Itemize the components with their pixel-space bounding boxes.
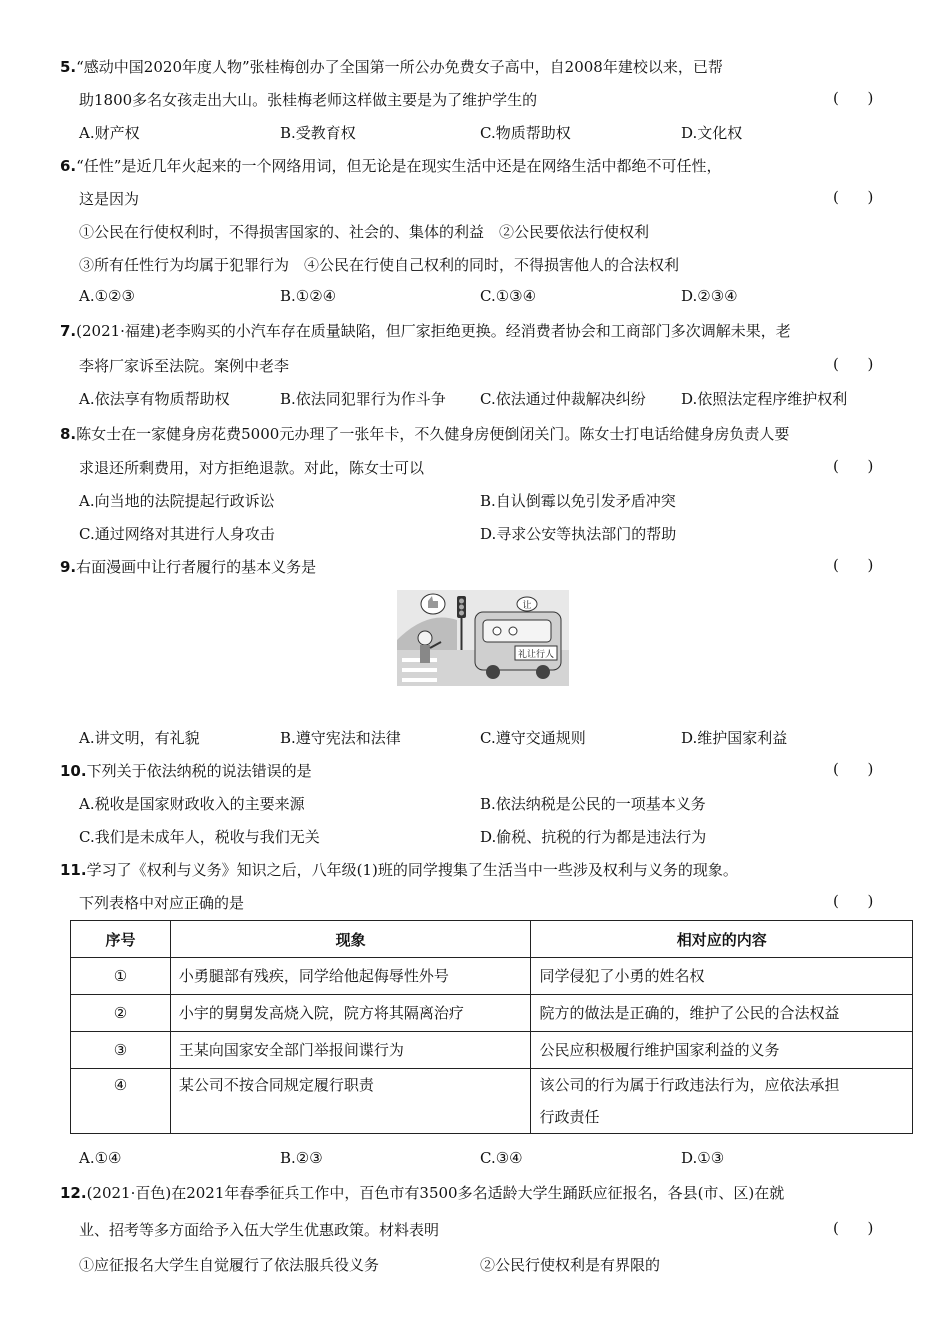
q8-line1 <box>60 423 789 444</box>
q8-answer-bracket[interactable]: ( ) <box>833 457 874 475</box>
q6-statements-1: ①公民在行使权利时，不得损害国家的、社会的、集体的利益 ②公民要依法行使权利 <box>79 223 650 241</box>
q7-answer-bracket[interactable]: ( ) <box>833 355 874 373</box>
q12-answer-bracket[interactable]: ( ) <box>833 1219 874 1237</box>
header-phenomenon: 现象 <box>170 921 531 958</box>
q9-option-a[interactable]: A.讲文明，有礼貌 <box>79 729 200 747</box>
q8-option-a[interactable]: A.向当地的法院提起行政诉讼 <box>79 492 275 510</box>
q10-stem: 下列关于依法纳税的说法错误的是 <box>86 762 312 780</box>
q12-statement-2: ②公民行使权利是有界限的 <box>480 1256 661 1274</box>
header-index: 序号 <box>71 921 171 958</box>
q10-answer-bracket[interactable]: ( ) <box>833 760 874 778</box>
q12-number: 12. <box>60 1184 87 1202</box>
row-phenomenon: 小勇腿部有残疾，同学给他起侮辱性外号 <box>170 958 531 995</box>
q6-option-b[interactable]: B.①②④ <box>280 287 337 305</box>
q6-line2: 这是因为 <box>79 190 140 208</box>
q6-statements-2: ③所有任性行为均属于犯罪行为 ④公民在行使自己权利的同时，不得损害他人的合法权利 <box>79 256 680 274</box>
q12-line2: 业、招考等多方面给予入伍大学生优惠政策。材料表明 <box>79 1221 440 1239</box>
q8-number: 8. <box>60 425 77 443</box>
row-phenomenon: 小宇的舅舅发高烧入院，院方将其隔离治疗 <box>170 995 531 1032</box>
q8-option-b[interactable]: B.自认倒霉以免引发矛盾冲突 <box>480 492 676 510</box>
q7-line2: 李将厂家诉至法院。案例中老李 <box>79 357 290 375</box>
q8-option-c[interactable]: C.通过网络对其进行人身攻击 <box>79 525 275 543</box>
q6-line1 <box>60 155 721 176</box>
row-content: 院方的做法是正确的，维护了公民的合法权益 <box>531 995 913 1032</box>
q11-number: 11. <box>60 861 87 879</box>
traffic-cartoon <box>397 590 569 686</box>
q6-stem: “任性”是近几年火起来的一个网络用词，但无论是在现实生活中还是在网络生活中都绝不可任性， <box>76 157 722 175</box>
q7-number: 7. <box>60 322 77 340</box>
q10-option-b[interactable]: B.依法纳税是公民的一项基本义务 <box>480 795 706 813</box>
q8-line2: 求退还所剩费用，对方拒绝退款。对此，陈女士可以 <box>79 459 425 477</box>
q5-line2: 助1800多名女孩走出大山。张桂梅老师这样做主要是为了维护学生的 <box>79 91 538 109</box>
q9-answer-bracket[interactable]: ( ) <box>833 556 874 574</box>
row-phenomenon: 王某向国家安全部门举报间谍行为 <box>170 1032 531 1069</box>
row-phenomenon: 某公司不按合同规定履行职责 <box>170 1069 531 1134</box>
q7-stem: (2021·福建)老李购买的小汽车存在质量缺陷，但厂家拒绝更换。经消费者协会和工商部门多次调解未果，老 <box>76 322 791 340</box>
table-row <box>71 1069 913 1134</box>
q9-option-b[interactable]: B.遵守宪法和法律 <box>280 729 401 747</box>
q6-option-a[interactable]: A.①②③ <box>79 287 135 305</box>
q7-line1 <box>60 320 791 341</box>
bus-sign: 让 <box>522 601 532 611</box>
q7-option-d[interactable]: D.依照法定程序维护权利 <box>681 390 848 408</box>
q12-line1 <box>60 1182 784 1203</box>
q6-number: 6. <box>60 157 77 175</box>
q5-stem: “感动中国2020年度人物”张桂梅创办了全国第一所公办免费女子高中，自2008年建校以来，已帮 <box>76 58 723 76</box>
row-content-line1: 该公司的行为属于行政违法行为，应依法承担 <box>539 1076 840 1094</box>
q10-option-d[interactable]: D.偷税、抗税的行为都是违法行为 <box>480 828 707 846</box>
q11-line1 <box>60 859 738 880</box>
q9-option-c[interactable]: C.遵守交通规则 <box>480 729 586 747</box>
q9-option-d[interactable]: D.维护国家利益 <box>681 729 788 747</box>
q6-answer-bracket[interactable]: ( ) <box>833 188 874 206</box>
row-content: 同学侵犯了小勇的姓名权 <box>531 958 913 995</box>
q8-option-d[interactable]: D.寻求公安等执法部门的帮助 <box>480 525 677 543</box>
table-row <box>71 995 913 1032</box>
q5-answer-bracket[interactable]: ( ) <box>833 89 874 107</box>
row-content <box>531 1069 913 1134</box>
q11-table <box>70 920 913 1134</box>
q6-option-d[interactable]: D.②③④ <box>681 287 738 305</box>
q12-stem: (2021·百色)在2021年春季征兵工作中，百色市有3500多名适龄大学生踊跃应征报名，各县(市、区)在就 <box>86 1184 785 1202</box>
q11-stem: 学习了《权利与义务》知识之后，八年级(1)班的同学搜集了生活当中一些涉及权利与义务的现象。 <box>86 861 738 879</box>
q10-line1 <box>60 760 312 781</box>
q11-option-a[interactable]: A.①④ <box>79 1149 122 1167</box>
row-index: ③ <box>71 1032 171 1069</box>
row-index: ① <box>71 958 171 995</box>
q11-option-c[interactable]: C.③④ <box>480 1149 523 1167</box>
q7-option-a[interactable]: A.依法享有物质帮助权 <box>79 390 230 408</box>
q12-statement-1: ①应征报名大学生自觉履行了依法服兵役义务 <box>79 1256 380 1274</box>
q5-option-b[interactable]: B.受教育权 <box>280 124 356 142</box>
q7-option-c[interactable]: C.依法通过仲裁解决纠纷 <box>480 390 646 408</box>
q10-option-c[interactable]: C.我们是未成年人，税收与我们无关 <box>79 828 320 846</box>
q9-line1 <box>60 556 316 577</box>
row-content: 公民应积极履行维护国家利益的义务 <box>531 1032 913 1069</box>
row-index: ④ <box>71 1069 171 1134</box>
q11-answer-bracket[interactable]: ( ) <box>833 892 874 910</box>
header-content: 相对应的内容 <box>531 921 913 958</box>
q9-number: 9. <box>60 558 77 576</box>
q5-option-a[interactable]: A.财产权 <box>79 124 140 142</box>
q5-line1 <box>60 56 723 77</box>
table-row <box>71 958 913 995</box>
q7-option-b[interactable]: B.依法同犯罪行为作斗争 <box>280 390 446 408</box>
q6-option-c[interactable]: C.①③④ <box>480 287 537 305</box>
table-header-row <box>71 921 913 958</box>
row-content-line2: 行政责任 <box>539 1108 600 1126</box>
q9-stem: 右面漫画中让行者履行的基本义务是 <box>76 558 317 576</box>
q10-option-a[interactable]: A.税收是国家财政收入的主要来源 <box>79 795 305 813</box>
table-row <box>71 1032 913 1069</box>
q10-number: 10. <box>60 762 87 780</box>
q11-option-b[interactable]: B.②③ <box>280 1149 323 1167</box>
q11-line2: 下列表格中对应正确的是 <box>79 894 245 912</box>
q5-number: 5. <box>60 58 77 76</box>
q5-option-d[interactable]: D.文化权 <box>681 124 743 142</box>
row-index: ② <box>71 995 171 1032</box>
q11-option-d[interactable]: D.①③ <box>681 1149 725 1167</box>
q8-stem: 陈女士在一家健身房花费5000元办理了一张年卡，不久健身房便倒闭关门。陈女士打电话给健身房负责人要 <box>76 425 790 443</box>
bus-banner: 礼让行人 <box>517 650 555 660</box>
q5-option-c[interactable]: C.物质帮助权 <box>480 124 571 142</box>
